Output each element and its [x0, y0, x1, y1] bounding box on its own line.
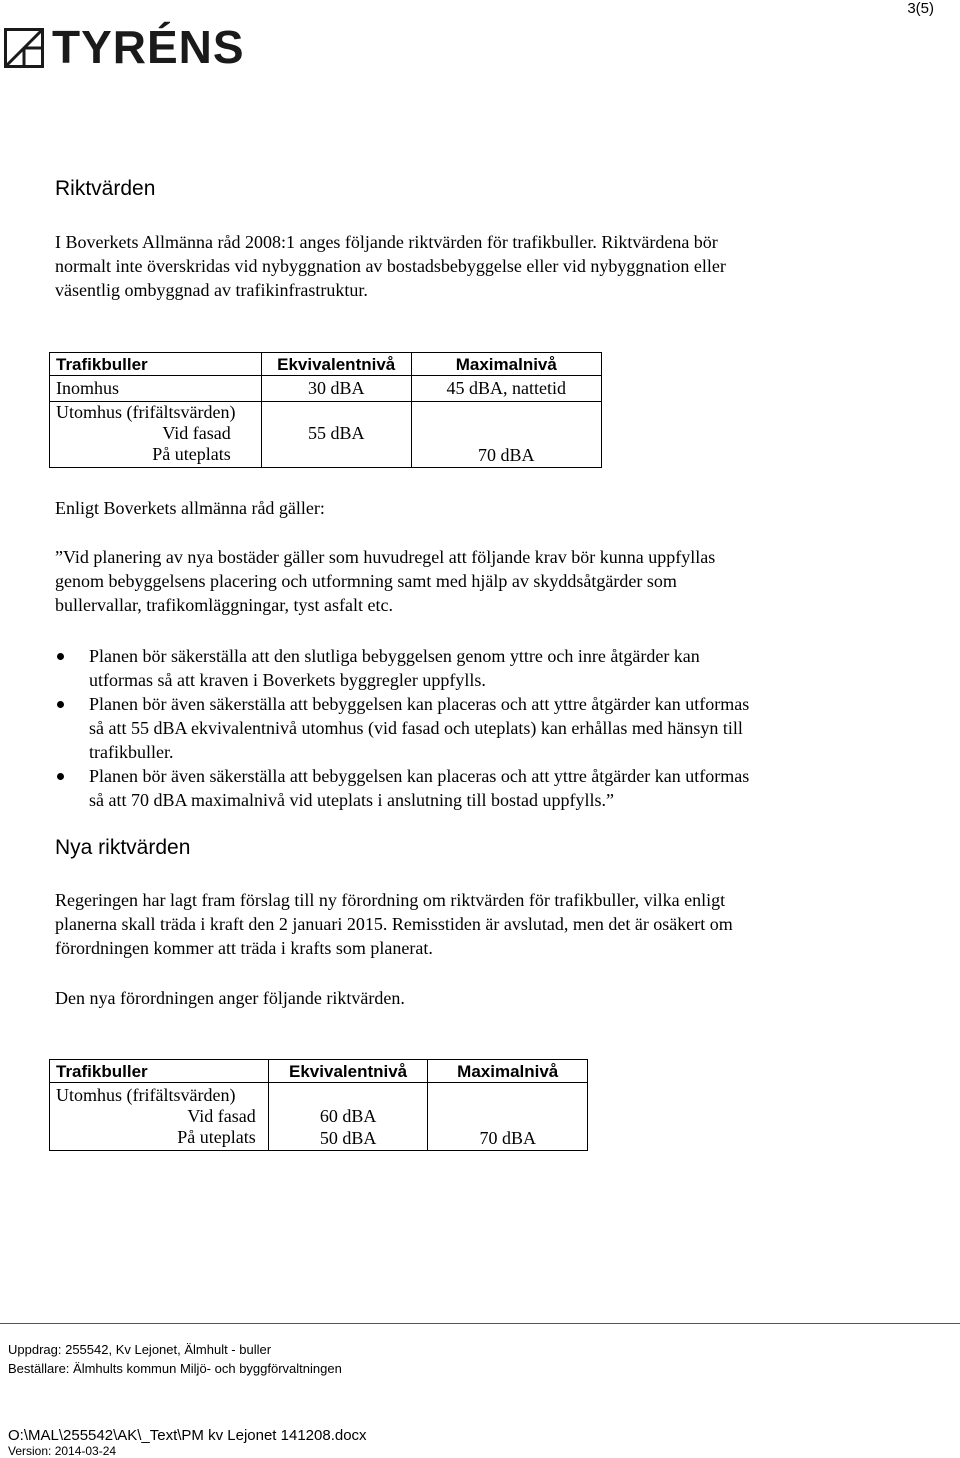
new-rules-paragraph [55, 888, 925, 960]
tyrens-logo-text: TYRÉNS [52, 21, 245, 73]
column-header: Ekvivalentnivå [261, 353, 411, 376]
list-item-line: så att 55 dBA ekvivalentnivå utomhus (vid fasad och uteplats) kan erhållas med hänsyn till [89, 718, 743, 738]
advice-lead: Enligt Boverkets allmänna råd gäller: [55, 498, 325, 518]
noise-table-current [49, 352, 602, 468]
list-item [55, 644, 935, 692]
table-cell: 50 dBA [268, 1127, 428, 1151]
table-cell: På uteplats [177, 1127, 256, 1147]
table-cell [261, 444, 411, 468]
table-cell: Utomhus (frifältsvärden) [56, 402, 236, 422]
intro-line: I Boverkets Allmänna råd 2008:1 anges följande riktvärden för trafikbuller. Riktvärdena bör [55, 232, 718, 252]
table-cell [261, 402, 411, 424]
table-row [50, 402, 602, 424]
paragraph-line: förordningen kommer att träda i krafts som planerat. [55, 938, 433, 958]
column-header: Trafikbuller [50, 1060, 269, 1083]
table-cell: 70 dBA [411, 444, 601, 468]
tyrens-logo-mark-icon [4, 28, 44, 68]
requirements-list [55, 644, 935, 812]
table-cell: 70 dBA [428, 1127, 588, 1151]
table-cell [411, 423, 601, 444]
page-number: 3(5) [907, 0, 934, 17]
footer-file-path: O:\MAL\255542\AK\_Text\PM kv Lejonet 141208.docx [8, 1427, 367, 1444]
table-row [50, 1106, 588, 1127]
intro-paragraph [55, 230, 915, 302]
table-cell: 60 dBA [268, 1106, 428, 1127]
table-header-row [50, 353, 602, 376]
section-heading-nya-riktvarden: Nya riktvärden [55, 836, 191, 859]
footer-version: Version: 2014-03-24 [8, 1444, 117, 1458]
new-rules-lead: Den nya förordningen anger följande riktvärden. [55, 988, 405, 1008]
section-heading-riktvarden: Riktvärden [55, 177, 156, 200]
list-item-line: Planen bör säkerställa att den slutliga bebyggelsen genom yttre och inre åtgärder kan [89, 646, 700, 666]
list-item-line: utformas så att kraven i Boverkets byggregler uppfylls. [89, 670, 486, 690]
table-cell: 30 dBA [261, 376, 411, 402]
list-item-line: Planen bör även säkerställa att bebyggelsen kan placeras och att yttre åtgärder kan utformas [89, 694, 750, 714]
intro-line: normalt inte överskridas vid nybyggnation av bostadsbebyggelse eller vid nybyggnation eller [55, 256, 726, 276]
paragraph-line: planerna skall träda i kraft den 2 januari 2015. Remisstiden är avslutad, men det är osäkert om [55, 914, 733, 934]
column-header: Trafikbuller [50, 353, 262, 376]
table-cell: Inomhus [50, 376, 262, 402]
paragraph-line: Regeringen har lagt fram förslag till ny förordning om riktvärden för trafikbuller, vilka enligt [55, 890, 726, 910]
list-item-line: trafikbuller. [89, 742, 174, 762]
footer-uppdrag: Uppdrag: 255542, Kv Lejonet, Älmhult - buller [8, 1342, 272, 1357]
column-header: Ekvivalentnivå [268, 1060, 428, 1083]
footer-bestallare: Beställare: Älmhults kommun Miljö- och byggförvaltningen [8, 1361, 342, 1376]
table-row [50, 376, 602, 402]
list-item-line: så att 70 dBA maximalnivå vid uteplats i anslutning till bostad uppfylls.” [89, 790, 614, 810]
table-cell: På uteplats [152, 444, 231, 464]
list-item-line: Planen bör även säkerställa att bebyggelsen kan placeras och att yttre åtgärder kan utformas [89, 766, 750, 786]
quote-line: ”Vid planering av nya bostäder gäller som huvudregel att följande krav bör kunna uppfyllas [55, 547, 716, 567]
table-cell [428, 1083, 588, 1107]
noise-table-new [49, 1059, 588, 1151]
column-header: Maximalnivå [411, 353, 601, 376]
table-cell: 55 dBA [261, 423, 411, 444]
table-cell [268, 1083, 428, 1107]
table-cell: Vid fasad [162, 423, 231, 443]
list-item [55, 764, 935, 812]
quote-line: genom bebyggelsens placering och utformning samt med hjälp av skyddsåtgärder som [55, 571, 677, 591]
table-header-row [50, 1060, 588, 1083]
column-header: Maximalnivå [428, 1060, 588, 1083]
footer-divider [0, 1323, 960, 1324]
table-cell: Vid fasad [187, 1106, 256, 1126]
list-item [55, 692, 935, 764]
table-row [50, 1083, 588, 1107]
table-cell [428, 1106, 588, 1127]
intro-line: väsentlig ombyggnad av trafikinfrastruktur. [55, 280, 368, 300]
table-cell [411, 402, 601, 424]
quote-line: bullervallar, trafikomläggningar, tyst asfalt etc. [55, 595, 393, 615]
table-row [50, 1127, 588, 1151]
advice-quote [55, 545, 925, 617]
table-cell: 45 dBA, nattetid [411, 376, 601, 402]
table-cell: Utomhus (frifältsvärden) [56, 1085, 236, 1105]
table-row [50, 444, 602, 468]
table-row [50, 423, 602, 444]
